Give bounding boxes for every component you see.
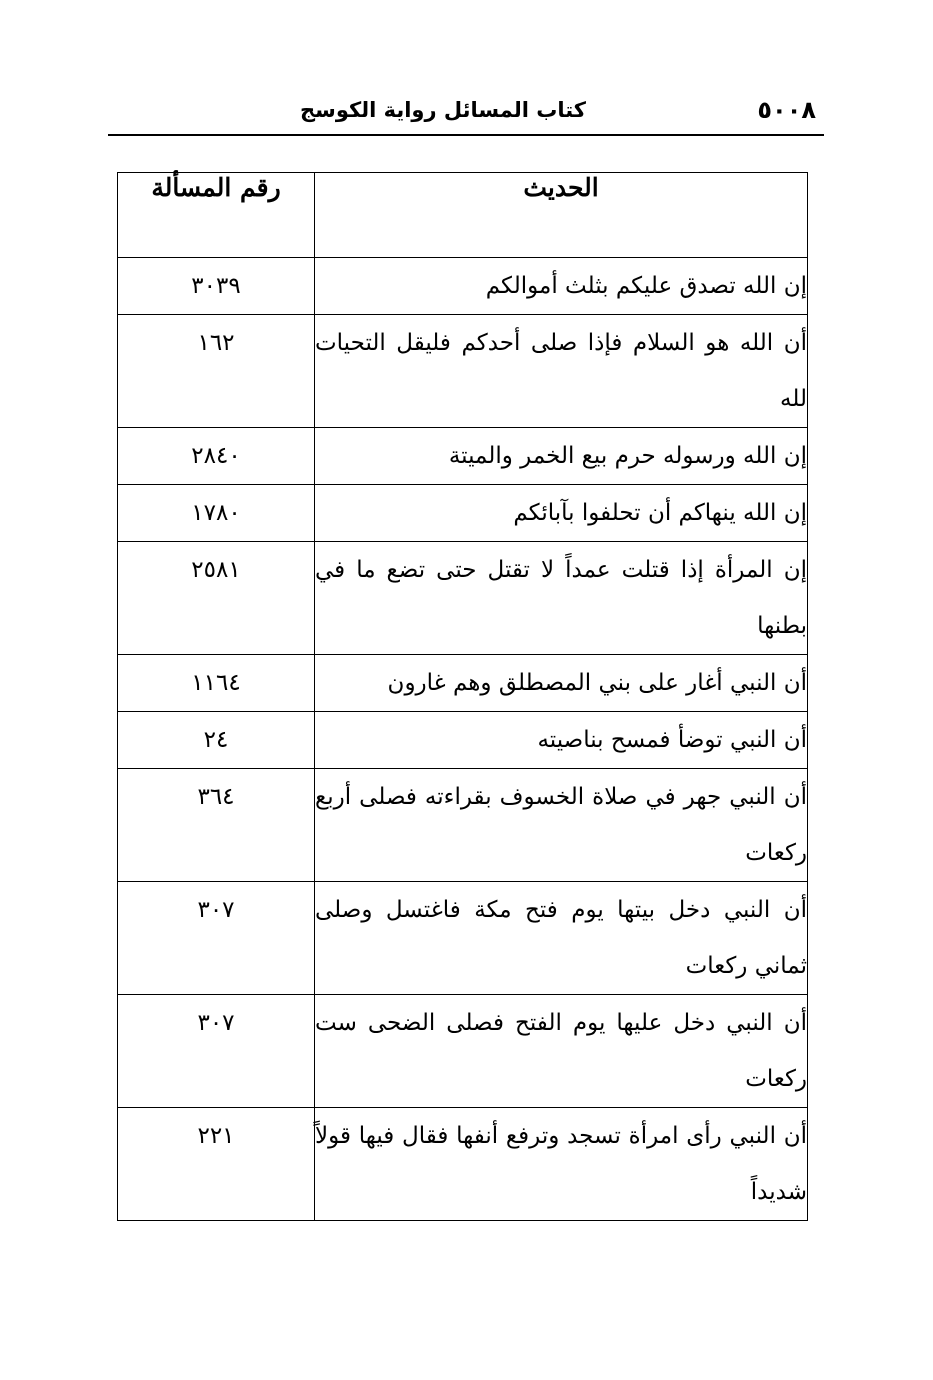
hadith-cell: أن الله هو السلام فإذا صلى أحدكم فليقل التحيات لله [315,315,808,428]
issue-number-cell: ١٧٨٠ [118,485,315,542]
hadith-cell: إن الله تصدق عليكم بثلث أموالكم [315,258,808,315]
issue-number-cell: ١٦٢ [118,315,315,428]
hadith-cell: أن النبي جهر في صلاة الخسوف بقراءته فصلى أربع ركعات [315,769,808,882]
hadith-index-table [117,172,808,1221]
issue-number-cell: ٢٥٨١ [118,542,315,655]
hadith-cell: أن النبي رأى امرأة تسجد وترفع أنفها فقال فيها قولاً شديداً [315,1108,808,1221]
table-row [118,258,808,315]
issue-number-cell: ١١٦٤ [118,655,315,712]
hadith-cell: أن النبي أغار على بني المصطلق وهم غارون [315,655,808,712]
table-row [118,769,808,882]
issue-number-cell: ٣٠٧ [118,995,315,1108]
table-row [118,428,808,485]
hadith-cell: أن النبي توضأ فمسح بناصيته [315,712,808,769]
table-header-row [118,173,808,258]
table-row [118,542,808,655]
table-row [118,1108,808,1221]
hadith-cell: إن الله ينهاكم أن تحلفوا بآبائكم [315,485,808,542]
table-row [118,655,808,712]
column-header-issue-number: رقم المسألة [118,173,315,258]
table-row [118,485,808,542]
table-row [118,712,808,769]
issue-number-cell: ٢٢١ [118,1108,315,1221]
issue-number-cell: ٣٠٣٩ [118,258,315,315]
page-header [108,92,824,136]
table-row [118,315,808,428]
hadith-cell: إن الله ورسوله حرم بيع الخمر والميتة [315,428,808,485]
running-title: كتاب المسائل رواية الكوسج [300,98,586,122]
column-header-hadith: الحديث [315,173,808,258]
issue-number-cell: ٣٠٧ [118,882,315,995]
hadith-cell: أن النبي دخل عليها يوم الفتح فصلى الضحى ست ركعات [315,995,808,1108]
hadith-cell: أن النبي دخل بيتها يوم فتح مكة فاغتسل وصلى ثماني ركعات [315,882,808,995]
table-row [118,882,808,995]
issue-number-cell: ٣٦٤ [118,769,315,882]
hadith-cell: إن المرأة إذا قتلت عمداً لا تقتل حتى تضع ما في بطنها [315,542,808,655]
issue-number-cell: ٢٤ [118,712,315,769]
table-row [118,995,808,1108]
page-number: ٥٠٠٨ [757,96,816,124]
issue-number-cell: ٢٨٤٠ [118,428,315,485]
